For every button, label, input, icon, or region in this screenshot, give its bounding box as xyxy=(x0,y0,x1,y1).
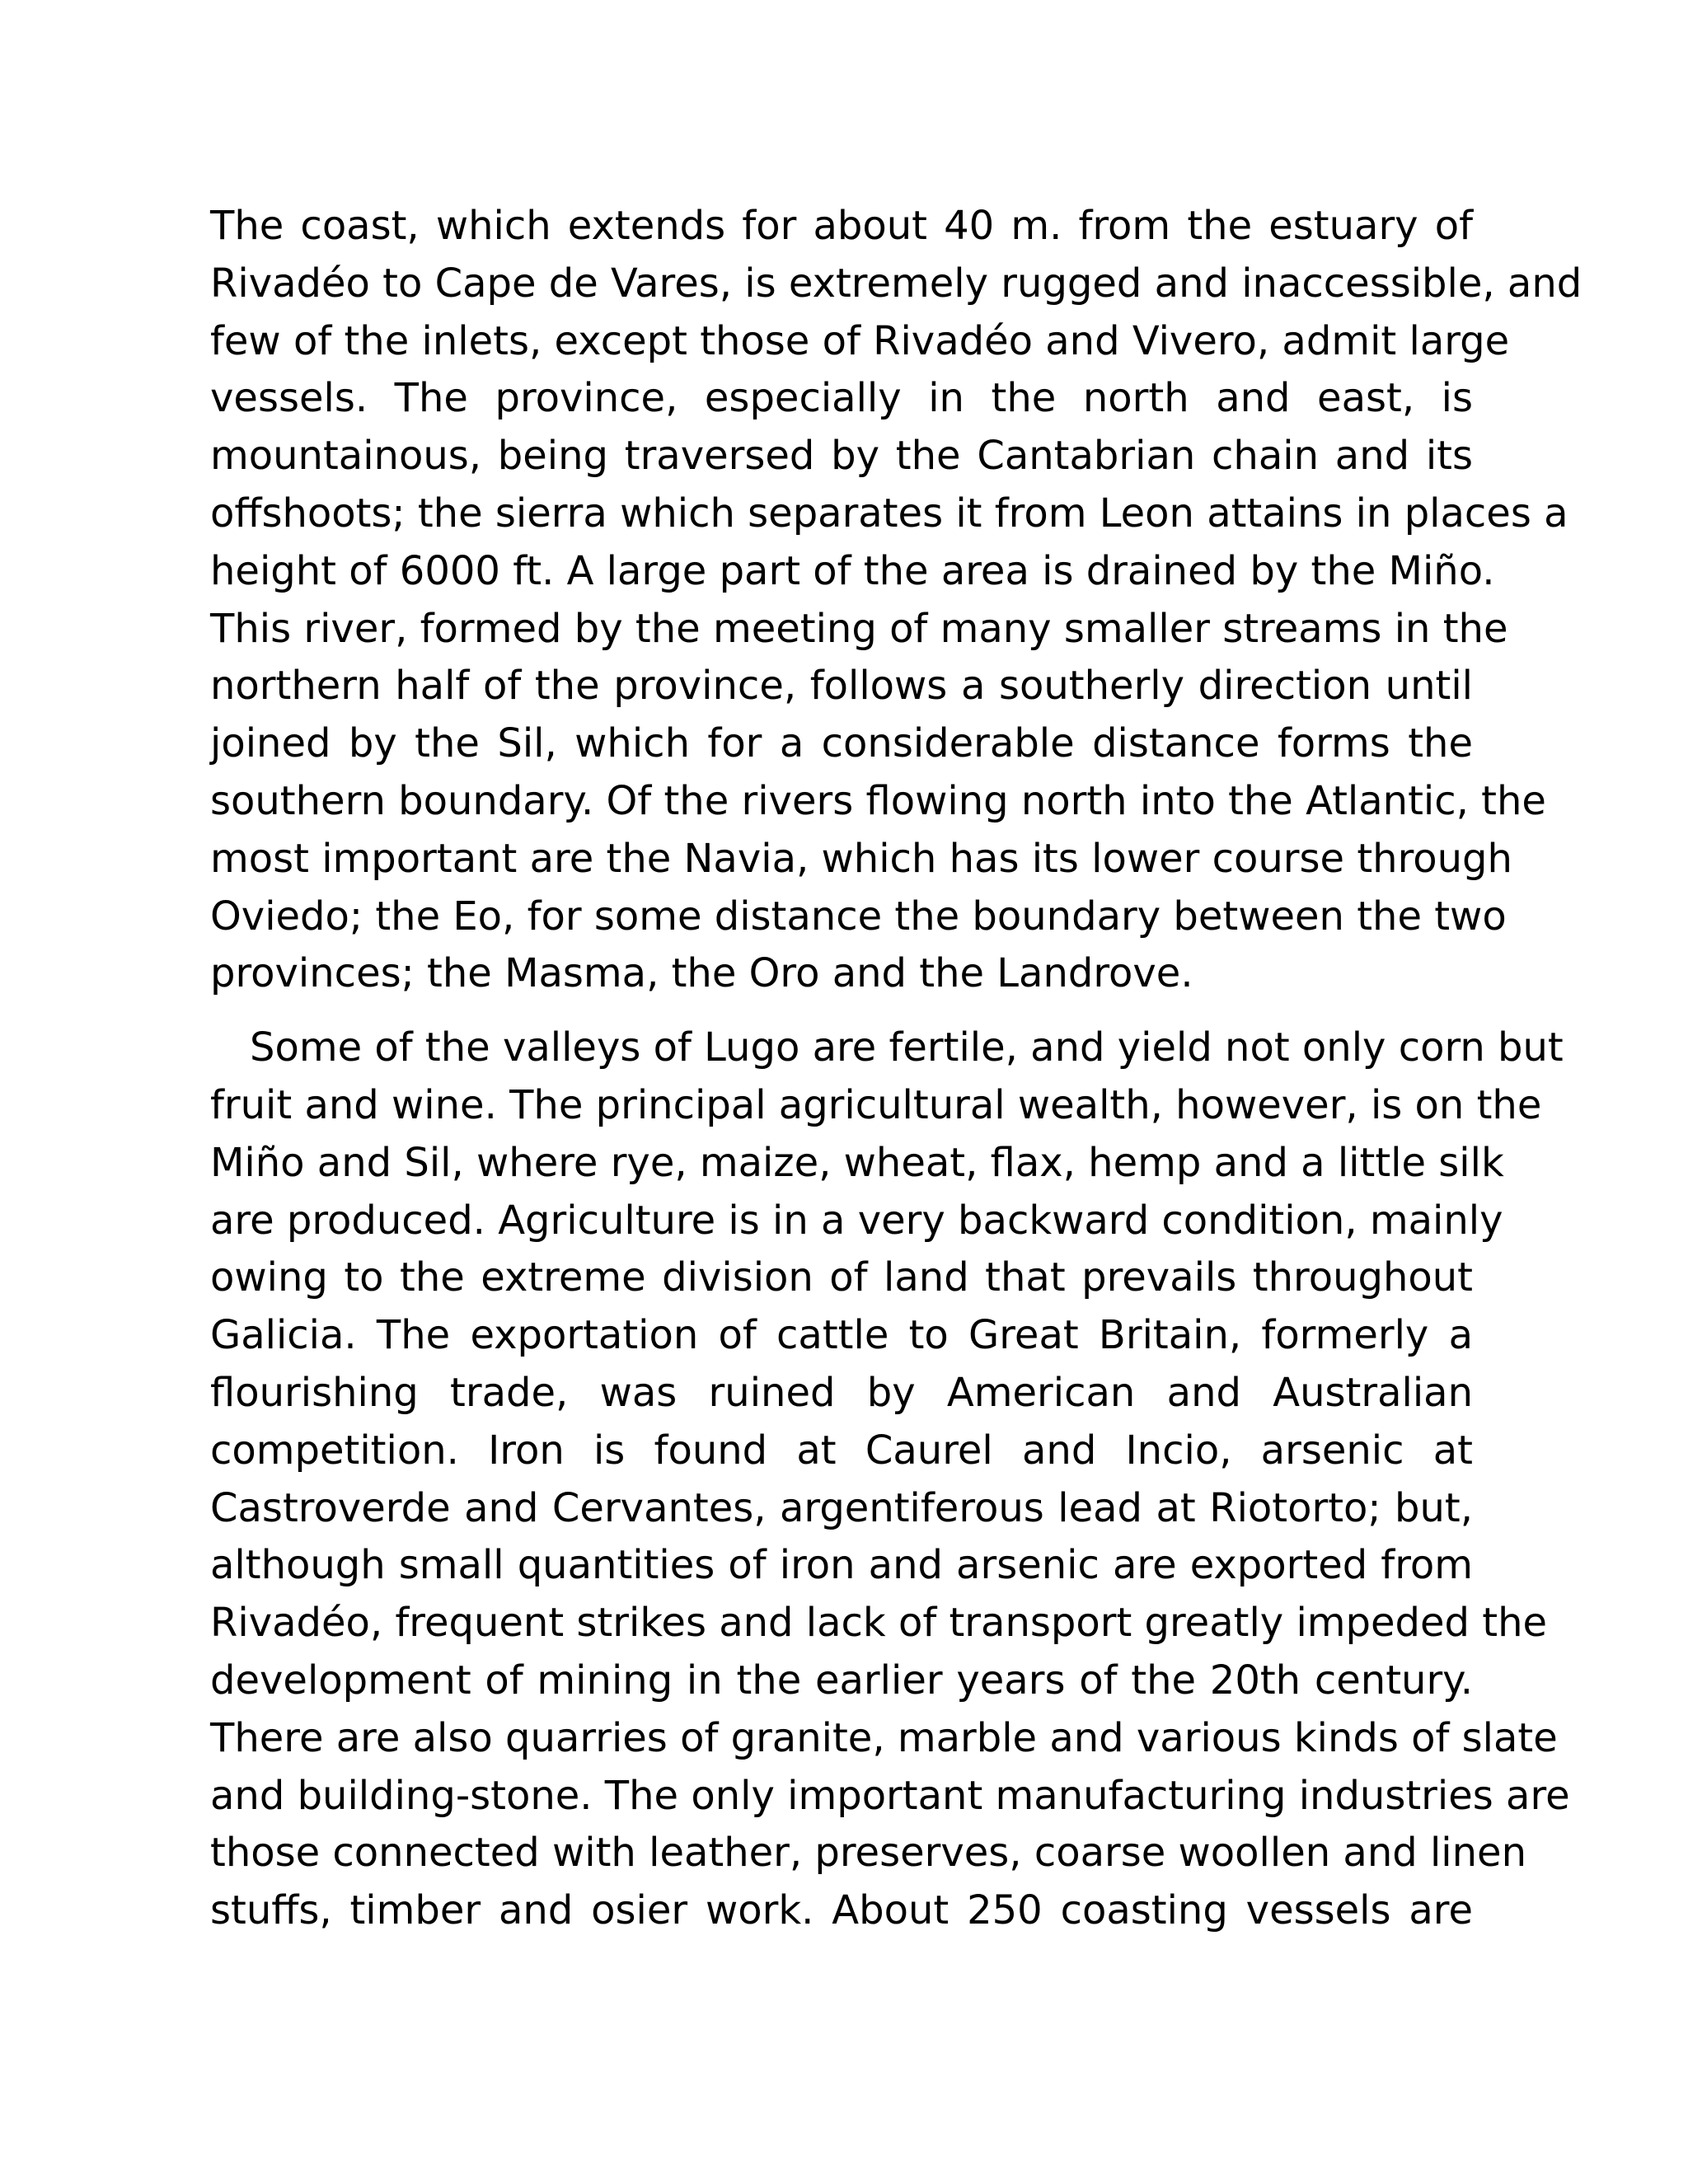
text-line: stuffs, timber and osier work. About 250 coasting vessels are xyxy=(210,1887,1473,1934)
text-line: competition. Iron is found at Caurel and Incio, arsenic at xyxy=(210,1427,1473,1474)
paragraph-1 xyxy=(210,198,1582,1003)
text-line: owing to the extreme division of land that prevails throughout xyxy=(210,1254,1473,1301)
text-line: southern boundary. Of the rivers flowing north into the Atlantic, the xyxy=(210,777,1546,824)
text-line: those connected with leather, preserves, coarse woollen and linen xyxy=(210,1830,1527,1877)
text-line: Galicia. The exportation of cattle to Great Britain, formerly a xyxy=(210,1312,1473,1359)
text-line: Castroverde and Cervantes, argentiferous lead at Riotorto; but, xyxy=(210,1484,1473,1531)
text-line: are produced. Agriculture is in a very backward condition, mainly xyxy=(210,1197,1503,1244)
text-line: few of the inlets, except those of Rivadéo and Vivero, admit large xyxy=(210,317,1510,364)
text-line: fruit and wine. The principal agricultural wealth, however, is on the xyxy=(210,1081,1542,1128)
text-line: flourishing trade, was ruined by American and Australian xyxy=(210,1369,1473,1416)
text-line: provinces; the Masma, the Oro and the Landrove. xyxy=(210,950,1193,997)
text-line: and building-stone. The only important manufacturing industries are xyxy=(210,1772,1570,1819)
text-line: Rivadéo to Cape de Vares, is extremely rugged and inaccessible, and xyxy=(210,260,1582,307)
paragraph-2 xyxy=(210,1019,1570,1940)
text-line: mountainous, being traversed by the Cantabrian chain and its xyxy=(210,433,1473,480)
text-line: This river, formed by the meeting of many smaller streams in the xyxy=(210,605,1508,652)
text-line: The coast, which extends for about 40 m. from the estuary of xyxy=(210,203,1473,249)
text-line: Miño and Sil, where rye, maize, wheat, flax, hemp and a little silk xyxy=(210,1139,1504,1186)
text-line: northern half of the province, follows a southerly direction until xyxy=(210,663,1473,710)
text-line: offshoots; the sierra which separates it from Leon attains in places a xyxy=(210,490,1568,537)
document-page xyxy=(210,198,1582,1940)
text-line: height of 6000 ft. A large part of the area is drained by the Miño. xyxy=(210,547,1495,594)
text-line: although small quantities of iron and arsenic are exported from xyxy=(210,1542,1473,1589)
text-line: joined by the Sil, which for a considerable distance forms the xyxy=(210,720,1473,767)
text-line: Oviedo; the Eo, for some distance the boundary between the two xyxy=(210,893,1507,940)
text-line: There are also quarries of granite, marble and various kinds of slate xyxy=(210,1714,1558,1761)
text-line: most important are the Navia, which has its lower course through xyxy=(210,835,1512,882)
text-line: development of mining in the earlier years of the 20th century. xyxy=(210,1657,1473,1704)
text-line: Some of the valleys of Lugo are fertile, and yield not only corn but xyxy=(250,1024,1564,1071)
text-line: vessels. The province, especially in the north and east, is xyxy=(210,375,1473,422)
text-line: Rivadéo, frequent strikes and lack of transport greatly impeded the xyxy=(210,1600,1548,1647)
